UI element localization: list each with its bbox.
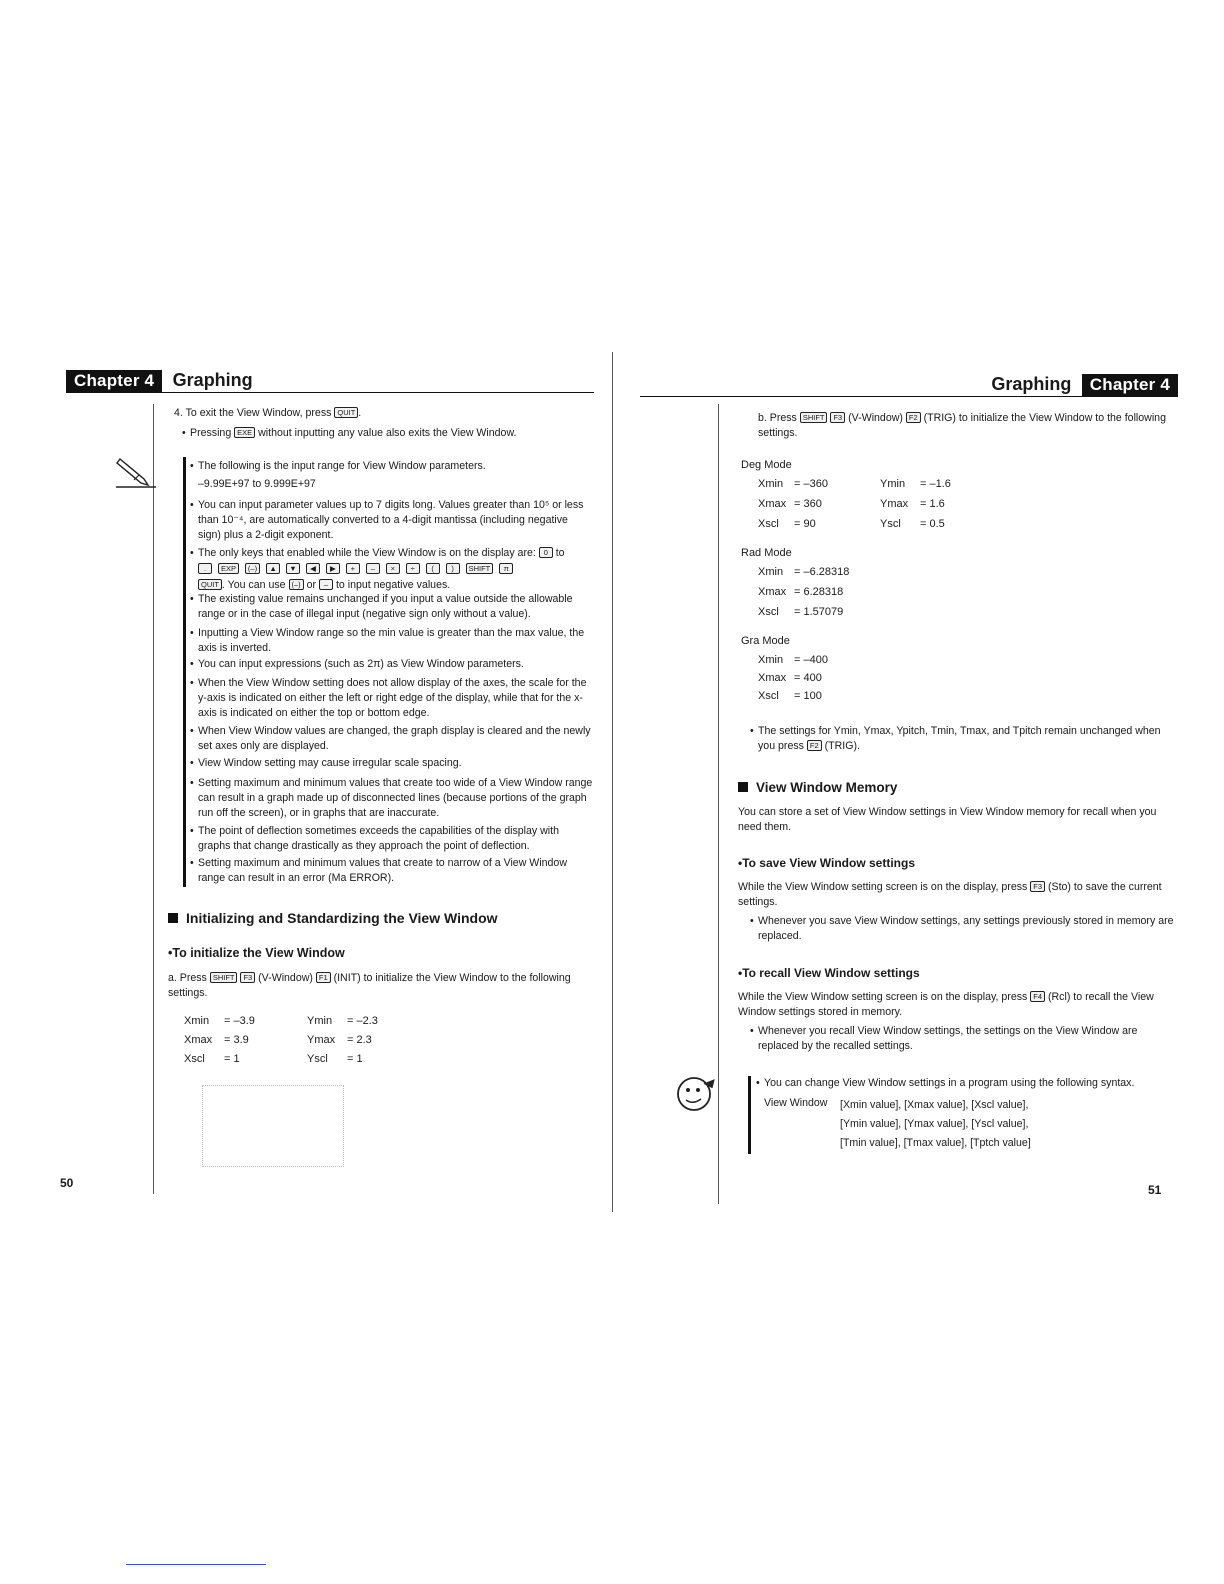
note-input-range: • The following is the input range for View Window parameters. — [190, 460, 486, 472]
f2-key-b: F2 — [906, 412, 921, 423]
deg-settings-table: Xmin = –360 Ymin = –1.6 Xmax = 360 Ymax = 1.6 Xscl = 90 Yscl = 0.5 — [758, 478, 951, 530]
chapter-badge: Chapter 4 — [66, 370, 162, 393]
note-cleared: • When View Window values are changed, the graph display is cleared and the newly set axes only are displayed. — [190, 725, 591, 752]
note-expressions: • You can input expressions (such as 2π) as View Window parameters. — [190, 658, 524, 670]
step-b: b. Press SHIFT F3 (V-Window) F2 (TRIG) to initialize the View Window to the following settings. — [758, 412, 1166, 439]
show-through-box — [202, 1085, 344, 1167]
section-memory: View Window Memory — [738, 780, 897, 795]
step-4: 4. To exit the View Window, press QUIT . — [174, 407, 362, 419]
section-initializing: Initializing and Standardizing the View Window — [168, 910, 498, 926]
note-digits: • You can input parameter values up to 7 digits long. Values greater than 10⁵ or less than 10⁻⁴, are automatically converted to a 4-digit mantissa (including negative sign) plus a 2-digit exponent. — [190, 499, 584, 541]
page-number-left: 50 — [60, 1176, 74, 1190]
key-shift: SHIFT — [466, 563, 494, 574]
left-chapter-header — [66, 370, 253, 393]
key-times: × — [386, 563, 400, 574]
gra-settings-table: Xmin = –400 Xmax = 400 Xscl = 100 — [758, 654, 828, 702]
note-keys: • The only keys that enabled while the View Window is on the display are: 0 to . EXP (–) ▲ ▼ ◀ ▶ + – × ÷ ( ) SHIFT π QUIT . You can use (–) or – to input negative values. — [190, 547, 565, 591]
program-note-bar — [748, 1076, 751, 1154]
key-pi: π — [499, 563, 513, 574]
key-quit: QUIT — [198, 579, 222, 590]
section-square-icon — [168, 913, 178, 923]
sub-head-initialize: •To initialize the View Window — [168, 946, 345, 960]
f3-key-b: F3 — [830, 412, 845, 423]
note-existing-value: • The existing value remains unchanged if you input a value outside the allowable range or in the case of illegal input (negative sign only without a value). — [190, 593, 573, 620]
note-inverted: • Inputting a View Window range so the min value is greater than the max value, the axis is inverted. — [190, 627, 585, 654]
init-settings-table: Xmin = –3.9 Ymin = –2.3 Xmax = 3.9 Ymax = 2.3 Xscl = 1 Yscl = 1 — [184, 1015, 378, 1065]
face-icon — [674, 1074, 718, 1114]
f2-key-note: F2 — [807, 740, 822, 751]
f1-key: F1 — [316, 972, 331, 983]
key-neg: (–) — [245, 563, 260, 574]
key-divide: ÷ — [406, 563, 420, 574]
key-lparen: ( — [426, 563, 440, 574]
exe-key: EXE — [234, 427, 255, 438]
note-narrow-range: • Setting maximum and minimum values that create to narrow of a View Window range can result in an error (Ma ERROR). — [190, 857, 567, 884]
key-up: ▲ — [266, 563, 280, 574]
note-axes: • When the View Window setting does not allow display of the axes, the scale for the y-axis is indicated on either the left or right edge of the display, while that for the x-axis is indicated on either the top or bottom edge. — [190, 677, 587, 719]
key-0: 0 — [539, 547, 553, 558]
right-page — [612, 0, 1224, 1584]
sub-head-save: •To save View Window settings — [738, 856, 916, 870]
key-down: ▼ — [286, 563, 300, 574]
deg-mode-label: Deg Mode — [741, 459, 792, 471]
key-plus: + — [346, 563, 360, 574]
rad-mode-label: Rad Mode — [741, 547, 792, 559]
unchanged-note: • The settings for Ymin, Ymax, Ypitch, Tmin, Tmax, and Tpitch remain unchanged when you press F2 (TRIG). — [750, 725, 1161, 752]
program-note: • You can change View Window settings in a program using the following syntax. — [756, 1077, 1135, 1089]
gra-mode-label: Gra Mode — [741, 635, 790, 647]
chapter-title-right: Graphing — [991, 374, 1072, 394]
step-a: a. Press SHIFT F3 (V-Window) F1 (INIT) to initialize the View Window to the following settings. — [168, 972, 571, 999]
note-spacing: • View Window setting may cause irregular scale spacing. — [190, 757, 462, 769]
key-sub-2: – — [319, 579, 333, 590]
page-number-right: 51 — [1148, 1183, 1162, 1197]
shift-key-b: SHIFT — [800, 412, 828, 423]
save-text: While the View Window setting screen is on the display, press F3 (Sto) to save the current settings. — [738, 881, 1162, 908]
memory-intro: You can store a set of View Window settings in View Window memory for recall when you need them. — [738, 806, 1157, 833]
note-bar — [183, 457, 186, 887]
syntax-block: [Xmin value], [Xmax value], [Xscl value], [Ymin value], [Ymax value], [Yscl value], [Tmin value], [Tmax value], [Tptch value] — [840, 1099, 1031, 1149]
rad-settings-table: Xmin = –6.28318 Xmax = 6.28318 Xscl = 1.57079 — [758, 566, 850, 618]
quit-key: QUIT — [334, 407, 358, 418]
note-range-value: –9.99E+97 to 9.999E+97 — [198, 478, 316, 490]
header-rule — [66, 392, 594, 393]
chapter-badge-right: Chapter 4 — [1082, 374, 1178, 397]
right-chapter-header — [991, 374, 1178, 397]
key-minus: – — [366, 563, 380, 574]
shift-key: SHIFT — [210, 972, 238, 983]
key-right: ▶ — [326, 563, 340, 574]
note-deflection: • The point of deflection sometimes exceeds the capabilities of the display with graphs that change drastically as they approach the point of deflection. — [190, 825, 559, 852]
header-rule-right — [640, 396, 1178, 397]
allowed-keys — [198, 563, 516, 575]
note-wide-range: • Setting maximum and minimum values that create too wide of a View Window range can result in a graph made up of disconnected lines (because portions of the graph run off the screen), or in graphs that are inaccurate. — [190, 777, 593, 819]
save-note: • Whenever you save View Window settings, any settings previously stored in memory are replaced. — [750, 915, 1174, 942]
recall-note: • Whenever you recall View Window settings, the settings on the View Window are replaced by the recalled settings. — [750, 1025, 1138, 1052]
chapter-title: Graphing — [172, 370, 253, 390]
syntax-label: View Window — [764, 1097, 828, 1109]
section-square-icon — [738, 782, 748, 792]
key-rparen: ) — [446, 563, 460, 574]
key-exp: EXP — [218, 563, 239, 574]
f3-key: F3 — [240, 972, 255, 983]
bottom-rule — [126, 1564, 266, 1565]
margin-rule — [153, 404, 154, 1194]
margin-rule-right — [718, 404, 719, 1204]
pencil-icon — [114, 455, 158, 491]
f3-key-save: F3 — [1030, 881, 1045, 892]
key-neg-2: (–) — [289, 579, 304, 590]
f4-key-recall: F4 — [1030, 991, 1045, 1002]
key-dot: . — [198, 563, 212, 574]
recall-text: While the View Window setting screen is on the display, press F4 (Rcl) to recall the View Window settings stored in memory. — [738, 991, 1154, 1018]
sub-head-recall: •To recall View Window settings — [738, 966, 920, 980]
pressing-note: • Pressing EXE without inputting any value also exits the View Window. — [182, 427, 517, 439]
key-left: ◀ — [306, 563, 320, 574]
